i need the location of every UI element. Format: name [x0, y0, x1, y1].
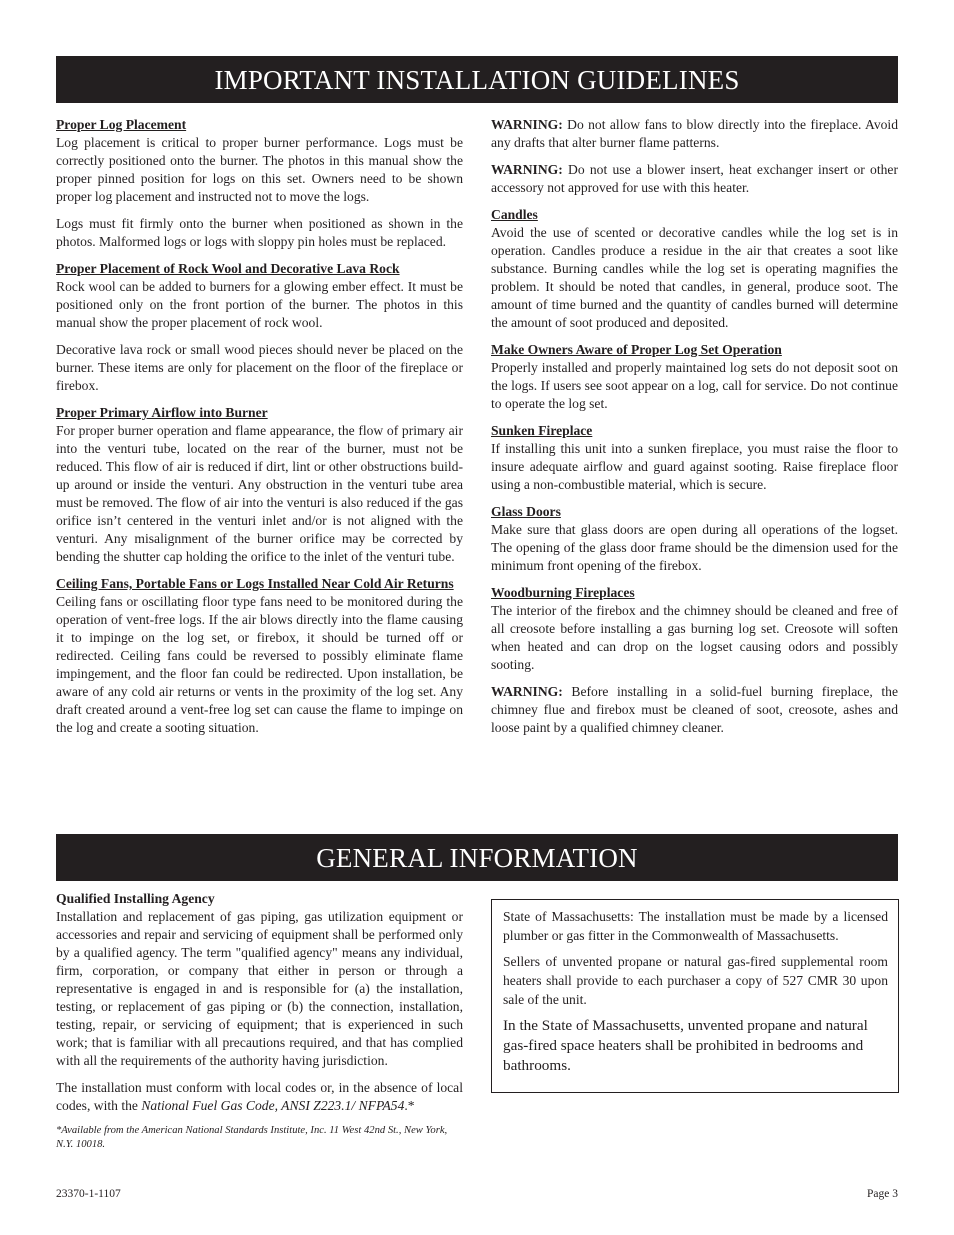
mass-prohibition-paragraph: In the State of Massachusetts, unvented propane and natural gas-fired space heaters shall be prohibited in bedrooms and bathrooms. [503, 1017, 868, 1074]
warning-chimney [491, 683, 898, 737]
codes-italic: National Fuel Gas Code, ANSI Z223.1/ NFPA54 [141, 1098, 405, 1113]
rock-wool-paragraph: Rock wool can be added to burners for a glowing ember effect. It must be positioned only on the front portion of the burner. The photos in this manual show the proper placement of rock wool. [56, 279, 463, 330]
warning-chimney-text: Before installing in a solid-fuel burning fireplace, the chimney flue and firebox must be cleaned of soot, creosote, ashes and loose paint by a qualified chimney cleaner. [491, 684, 898, 735]
lava-rock-paragraph: Decorative lava rock or small wood pieces should never be placed on the burner. These items are only for placement on the floor of the fireplace or firebox. [56, 342, 463, 393]
warning-fans [491, 116, 898, 152]
sunken-paragraph: If installing this unit into a sunken fireplace, you must raise the floor to insure adequate airflow and guard against sooting. Raise fireplace floor using a non-combustible material, which is secure. [491, 441, 898, 492]
warning-blower-text: Do not use a blower insert, heat exchanger insert or other accessory not approved for use with this heater. [491, 162, 898, 195]
warning-blower [491, 161, 898, 197]
owners-paragraph: Properly installed and properly maintained log sets do not deposit soot on the logs. If users see soot appear on a log, call for service. Do not continue to operate the log set. [491, 360, 898, 411]
log-fit-paragraph: Logs must fit firmly onto the burner when positioned as shown in the photos. Malformed logs or logs with sloppy pin holes must be replaced. [56, 216, 463, 249]
fans-paragraph: Ceiling fans or oscillating floor type fans need to be monitored during the operation of vent-free logs. If the air blows directly into the flame causing it to impinge on the log set, or firebox, it should be turned off or redirected. Ceiling fans could be reversed to possibly eliminate flame impingement, and the floor fan could be redirected. Upon installation, be aware of any cold air returns or vents in the proximity of the log set. Any draft created around a vent-free log set can cause the flame to impinge on the log and create a sooting situation. [56, 594, 463, 735]
glass-doors-heading: Glass Doors [491, 504, 561, 519]
codes-paragraph [56, 1079, 463, 1115]
ansi-footnote: *Available from the American National Standards Institute, Inc. 11 West 42nd St., New York, N.Y. 10018. [56, 1125, 448, 1150]
mass-installer-paragraph: State of Massachusetts: The installation must be made by a licensed plumber or gas fitter in the Commonwealth of Massachusetts. [503, 909, 888, 943]
agency-heading: Qualified Installing Agency [56, 891, 215, 906]
codes-text: The installation must conform with local codes or, in the absence of local codes, with the [56, 1080, 463, 1113]
codes-star: .* [404, 1098, 415, 1113]
installation-guidelines-banner: IMPORTANT INSTALLATION GUIDELINES [56, 56, 898, 103]
owners-heading: Make Owners Aware of Proper Log Set Operation [491, 342, 782, 357]
general-information-banner: GENERAL INFORMATION [56, 834, 898, 881]
mass-sellers-paragraph: Sellers of unvented propane or natural gas-fired supplemental room heaters shall provide to each purchaser a copy of 527 CMR 30 upon sale of the unit. [503, 954, 888, 1007]
massachusetts-notice-box [491, 899, 899, 1093]
page-number: Page 3 [867, 1188, 898, 1200]
woodburning-paragraph: The interior of the firebox and the chimney should be cleaned and free of all creosote before installing a gas burning log set. Creosote will soften when heated and can drop on the logset causing odors and possibly sooting. [491, 603, 898, 672]
guidelines-left-column [56, 116, 463, 746]
general-info-left-column [56, 890, 463, 1161]
guidelines-right-column [491, 116, 898, 746]
woodburning-heading: Woodburning Fireplaces [491, 585, 635, 600]
warning-label: WARNING: [491, 162, 563, 177]
log-placement-heading: Proper Log Placement [56, 117, 187, 132]
airflow-paragraph: For proper burner operation and flame appearance, the flow of primary air into the venturi tube, located on the rear of the burner, must not be reduced. This flow of air is reduced if dirt, lint or other obstructions build-up around or inside the venturi. Any obstruction in the venturi tube area must be removed. The flow of air into the venturi is also reduced if the gas orifice isn’t centered in the venturi inlet and/or is not aligned with the venturi. Any misalignment of the burner orifice may be corrected by bending the shutter cap holding the orifice to the inlet of the venturi tube. [56, 423, 463, 564]
warning-fans-text: Do not allow fans to blow directly into the fireplace. Avoid any drafts that alter burner flame patterns. [491, 117, 898, 150]
warning-label: WARNING: [491, 117, 563, 132]
airflow-heading: Proper Primary Airflow into Burner [56, 405, 268, 420]
rock-wool-heading: Proper Placement of Rock Wool and Decorative Lava Rock [56, 261, 400, 276]
warning-label: WARNING: [491, 684, 563, 699]
agency-paragraph: Installation and replacement of gas piping, gas utilization equipment or accessories and repair and servicing of equipment shall be performed only by a qualified agency. The term "qualified agency" means any individual, firm, corporation, or company that either in person or through a representative is engaged in and is responsible for (a) the installation, testing, or replacement of gas piping or (b) the connection, installation, testing, repair, or servicing of equipment; that is experienced in such work; that is familiar with all precautions required, and that has complied with all the requirements of the authority having jurisdiction. [56, 909, 463, 1068]
candles-paragraph: Avoid the use of scented or decorative candles while the log set is in operation. Candles produce a residue in the air that creates a soot like substance. Burning candles while the log set is operating magnifies the problem. It should be noted that candles, in general, produce soot. The amount of time burned and the quantity of candles burned will determine the amount of soot produced and deposited. [491, 225, 898, 330]
candles-heading: Candles [491, 207, 538, 222]
glass-doors-paragraph: Make sure that glass doors are open during all operations of the logset. The opening of the glass door frame should be the dimension used for the minimum front opening of the firebox. [491, 522, 898, 573]
fans-heading: Ceiling Fans, Portable Fans or Logs Installed Near Cold Air Returns [56, 576, 454, 591]
sunken-heading: Sunken Fireplace [491, 423, 593, 438]
document-number: 23370-1-1107 [56, 1188, 121, 1200]
log-placement-paragraph: Log placement is critical to proper burner performance. Logs must be correctly positioned onto the burner. The photos in this manual show the proper pinned position for logs on this set. Owners need to be shown proper log placement and instructed not to move the logs. [56, 135, 463, 204]
